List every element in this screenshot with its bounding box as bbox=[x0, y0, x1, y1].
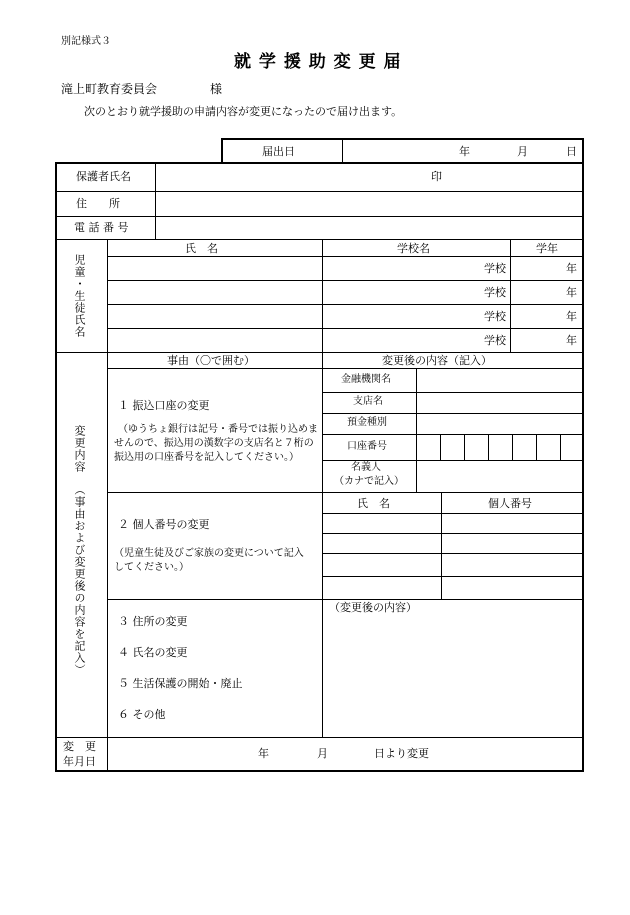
child-row-school-suffix: 学校 bbox=[484, 310, 506, 323]
divider bbox=[108, 256, 583, 257]
change-date-suffix: 日より変更 bbox=[374, 747, 429, 760]
form-number: 別記様式３ bbox=[61, 36, 111, 47]
divider bbox=[108, 304, 583, 305]
address-label: 住 所 bbox=[76, 197, 120, 210]
account-type-label: 預金種別 bbox=[347, 417, 387, 428]
child-row-grade-suffix: 年 bbox=[566, 262, 577, 275]
bank-name-field[interactable] bbox=[417, 369, 583, 392]
divider bbox=[323, 553, 583, 554]
branch-field[interactable] bbox=[417, 393, 583, 413]
child-row-school-suffix: 学校 bbox=[484, 334, 506, 347]
item4: ４ 氏名の変更 bbox=[118, 646, 188, 659]
after-change-label: （変更後の内容） bbox=[329, 601, 417, 614]
intro-text: 次のとおり就学援助の申請内容が変更になったので届け出ます。 bbox=[84, 105, 403, 118]
divider bbox=[342, 139, 343, 163]
item1-note-line2: せんので、振込用の漢数字の支店名と７桁の bbox=[114, 438, 314, 449]
item1-note-line3: 振込用の口座番号を記入してください。） bbox=[114, 452, 299, 463]
submit-date-label: 届出日 bbox=[262, 145, 295, 158]
divider bbox=[56, 239, 583, 240]
changes-side-label-main: 変更内容 bbox=[73, 425, 86, 473]
guardian-label: 保護者氏名 bbox=[76, 170, 131, 183]
addressee: 滝上町教育委員会 bbox=[61, 82, 158, 96]
holder-kana-label: （カナで記入） bbox=[334, 476, 404, 487]
change-date-label-line1: 変 更 bbox=[63, 740, 96, 753]
account-number-label: 口座番号 bbox=[347, 441, 387, 452]
item3: ３ 住所の変更 bbox=[118, 615, 188, 628]
phone-label: 電 話 番 号 bbox=[74, 221, 129, 234]
divider bbox=[323, 513, 583, 514]
item6: ６ その他 bbox=[118, 708, 166, 721]
children-side-label: 児童・生徒氏名 bbox=[73, 254, 86, 338]
changes-header-reason: 事由（〇で囲む） bbox=[167, 354, 255, 367]
account-number-field[interactable] bbox=[417, 435, 583, 460]
page-title: 就 学 援 助 変 更 届 bbox=[234, 52, 402, 72]
changes-header-content: 変更後の内容（記入） bbox=[382, 354, 492, 367]
divider bbox=[323, 576, 583, 577]
guardian-name-field[interactable] bbox=[156, 163, 416, 191]
child-row-grade-suffix: 年 bbox=[566, 310, 577, 323]
item1-title: １ 振込口座の変更 bbox=[118, 399, 210, 412]
address-field[interactable] bbox=[156, 192, 583, 216]
item2-note-line2: してください。） bbox=[114, 562, 189, 573]
divider bbox=[323, 533, 583, 534]
child-row-school-suffix: 学校 bbox=[484, 262, 506, 275]
submit-date-year: 年 bbox=[459, 145, 470, 158]
divider bbox=[108, 328, 583, 329]
submit-date-month: 月 bbox=[517, 145, 528, 158]
divider bbox=[108, 280, 583, 281]
holder-label: 名義人 bbox=[351, 462, 381, 473]
divider bbox=[441, 493, 442, 599]
child-row-grade-suffix: 年 bbox=[566, 286, 577, 299]
children-header-school: 学校名 bbox=[397, 242, 430, 255]
seal-mark: 印 bbox=[431, 170, 442, 183]
account-type-field[interactable] bbox=[417, 414, 583, 434]
divider bbox=[108, 492, 583, 493]
item2-note-line1: （児童生徒及びご家族の変更について記入 bbox=[114, 548, 304, 559]
change-date-label-line2: 年月日 bbox=[63, 755, 96, 768]
children-header-grade: 学年 bbox=[536, 242, 558, 255]
item2-header-number: 個人番号 bbox=[488, 497, 532, 510]
divider bbox=[56, 737, 583, 738]
holder-field[interactable] bbox=[417, 461, 583, 492]
bank-name-label: 金融機関名 bbox=[341, 374, 391, 385]
addressee-suffix: 様 bbox=[210, 82, 223, 96]
child-row-grade-suffix: 年 bbox=[566, 334, 577, 347]
branch-label: 支店名 bbox=[353, 396, 383, 407]
divider bbox=[107, 240, 108, 771]
divider bbox=[56, 352, 583, 353]
change-date-year: 年 bbox=[258, 747, 269, 760]
phone-field[interactable] bbox=[156, 217, 583, 239]
submit-date-day: 日 bbox=[566, 145, 577, 158]
change-date-month: 月 bbox=[317, 747, 328, 760]
divider bbox=[108, 599, 583, 600]
children-header-name: 氏 名 bbox=[185, 242, 218, 255]
item1-note-line1: （ゆうちょ銀行は記号・番号では振り込めま bbox=[118, 424, 318, 435]
item2-title: ２ 個人番号の変更 bbox=[118, 518, 210, 531]
item5: ５ 生活保護の開始・廃止 bbox=[118, 677, 243, 690]
child-row-school-suffix: 学校 bbox=[484, 286, 506, 299]
after-change-field[interactable] bbox=[323, 616, 583, 736]
changes-side-label-sub: （事由および変更後の内容を記入） bbox=[73, 484, 86, 676]
item2-header-name: 氏 名 bbox=[357, 497, 390, 510]
